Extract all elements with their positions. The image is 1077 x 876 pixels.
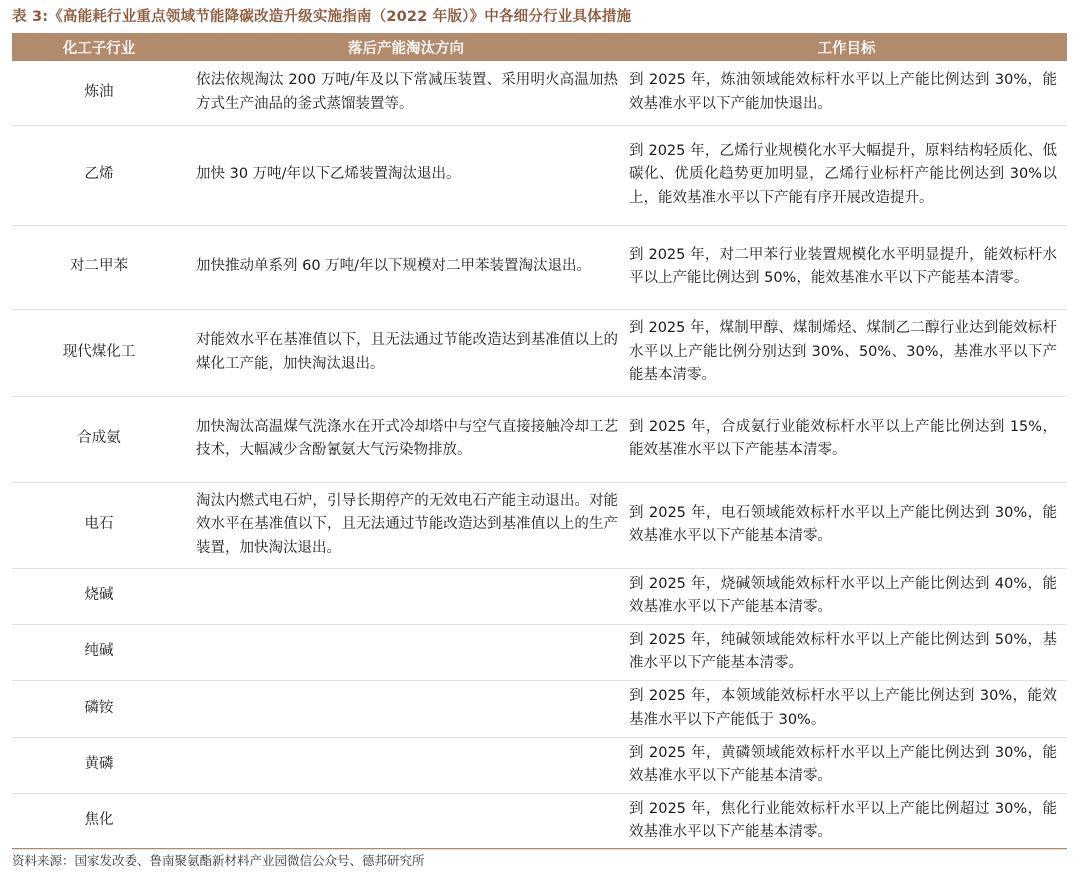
phaseout-cell: 对能效水平在基准值以下，且无法通过节能改造达到基准值以上的煤化工产能，加快淘汰退出。 bbox=[186, 309, 626, 396]
phaseout-cell: 加快淘汰高温煤气洗涤水在开式冷却塔中与空气直接接触冷却工艺技术，大幅减少含酚氰氨大气污染物排放。 bbox=[186, 396, 626, 482]
goal-cell: 到 2025 年，对二甲苯行业装置规模化水平明显提升，能效标杆水平以上产能比例达到 50%，能效基准水平以下产能基本清零。 bbox=[626, 225, 1067, 309]
goal-cell: 到 2025 年，炼油领域能效标杆水平以上产能比例达到 30%，能效基准水平以下产能加快退出。 bbox=[626, 61, 1067, 125]
table-row bbox=[12, 309, 1067, 396]
header-goal: 工作目标 bbox=[626, 33, 1067, 61]
sector-cell: 纯碱 bbox=[12, 624, 186, 680]
table-title: 表 3:《高能耗行业重点领域节能降碳改造升级实施指南（2022 年版）》中各细分行业具体措施 bbox=[12, 9, 632, 25]
source-note: 资料来源：国家发改委、鲁南聚氨酯新材料产业园微信公众号、德邦研究所 bbox=[12, 848, 1067, 875]
table-row bbox=[12, 568, 1067, 624]
header-phaseout: 落后产能淘汰方向 bbox=[186, 33, 626, 61]
table-row bbox=[12, 680, 1067, 737]
header-sector: 化工子行业 bbox=[12, 33, 186, 61]
phaseout-cell bbox=[186, 680, 626, 737]
phaseout-cell bbox=[186, 793, 626, 849]
phaseout-cell bbox=[186, 737, 626, 793]
phaseout-cell: 依法依规淘汰 200 万吨/年及以下常减压装置、采用明火高温加热方式生产油品的釜式蒸馏装置等。 bbox=[186, 61, 626, 125]
goal-cell: 到 2025 年，煤制甲醇、煤制烯烃、煤制乙二醇行业达到能效标杆水平以上产能比例分别达到 30%、50%、30%，基准水平以下产能基本清零。 bbox=[626, 309, 1067, 396]
goal-cell: 到 2025 年，合成氨行业能效标杆水平以上产能比例达到 15%，能效基准水平以下产能基本清零。 bbox=[626, 396, 1067, 482]
phaseout-cell: 加快推动单系列 60 万吨/年以下规模对二甲苯装置淘汰退出。 bbox=[186, 225, 626, 309]
phaseout-cell: 淘汰内燃式电石炉，引导长期停产的无效电石产能主动退出。对能效水平在基准值以下，且无法通过节能改造达到基准值以上的生产装置，加快淘汰退出。 bbox=[186, 482, 626, 568]
goal-cell: 到 2025 年，焦化行业能效标杆水平以上产能比例超过 30%，能效基准水平以下产能基本清零。 bbox=[626, 793, 1067, 849]
table-header-row bbox=[12, 33, 1067, 61]
table-row bbox=[12, 624, 1067, 680]
sector-cell: 乙烯 bbox=[12, 125, 186, 225]
sector-cell: 合成氨 bbox=[12, 396, 186, 482]
sector-cell: 焦化 bbox=[12, 793, 186, 849]
table-row bbox=[12, 61, 1067, 125]
sector-cell: 黄磷 bbox=[12, 737, 186, 793]
goal-cell: 到 2025 年，纯碱领域能效标杆水平以上产能比例达到 50%，基准水平以下产能基本清零。 bbox=[626, 624, 1067, 680]
goal-cell: 到 2025 年，乙烯行业规模化水平大幅提升，原料结构轻质化、低碳化、优质化趋势更加明显，乙烯行业标杆产能比例达到 30%以上，能效基准水平以下产能有序开展改造提升。 bbox=[626, 125, 1067, 225]
table-row bbox=[12, 793, 1067, 849]
table-row bbox=[12, 737, 1067, 793]
table-row bbox=[12, 482, 1067, 568]
sector-cell: 现代煤化工 bbox=[12, 309, 186, 396]
sector-cell: 烧碱 bbox=[12, 568, 186, 624]
table-row bbox=[12, 225, 1067, 309]
sector-cell: 炼油 bbox=[12, 61, 186, 125]
measures-table bbox=[12, 33, 1067, 850]
sector-cell: 对二甲苯 bbox=[12, 225, 186, 309]
goal-cell: 到 2025 年，黄磷领域能效标杆水平以上产能比例达到 30%，能效基准水平以下产能基本清零。 bbox=[626, 737, 1067, 793]
phaseout-cell bbox=[186, 624, 626, 680]
table-row bbox=[12, 125, 1067, 225]
goal-cell: 到 2025 年，本领域能效标杆水平以上产能比例达到 30%，能效基准水平以下产能低于 30%。 bbox=[626, 680, 1067, 737]
goal-cell: 到 2025 年，烧碱领域能效标杆水平以上产能比例达到 40%，能效基准水平以下产能基本清零。 bbox=[626, 568, 1067, 624]
goal-cell: 到 2025 年，电石领域能效标杆水平以上产能比例达到 30%，能效基准水平以下产能基本清零。 bbox=[626, 482, 1067, 568]
phaseout-cell: 加快 30 万吨/年以下乙烯装置淘汰退出。 bbox=[186, 125, 626, 225]
phaseout-cell bbox=[186, 568, 626, 624]
sector-cell: 电石 bbox=[12, 482, 186, 568]
table-row bbox=[12, 396, 1067, 482]
sector-cell: 磷铵 bbox=[12, 680, 186, 737]
